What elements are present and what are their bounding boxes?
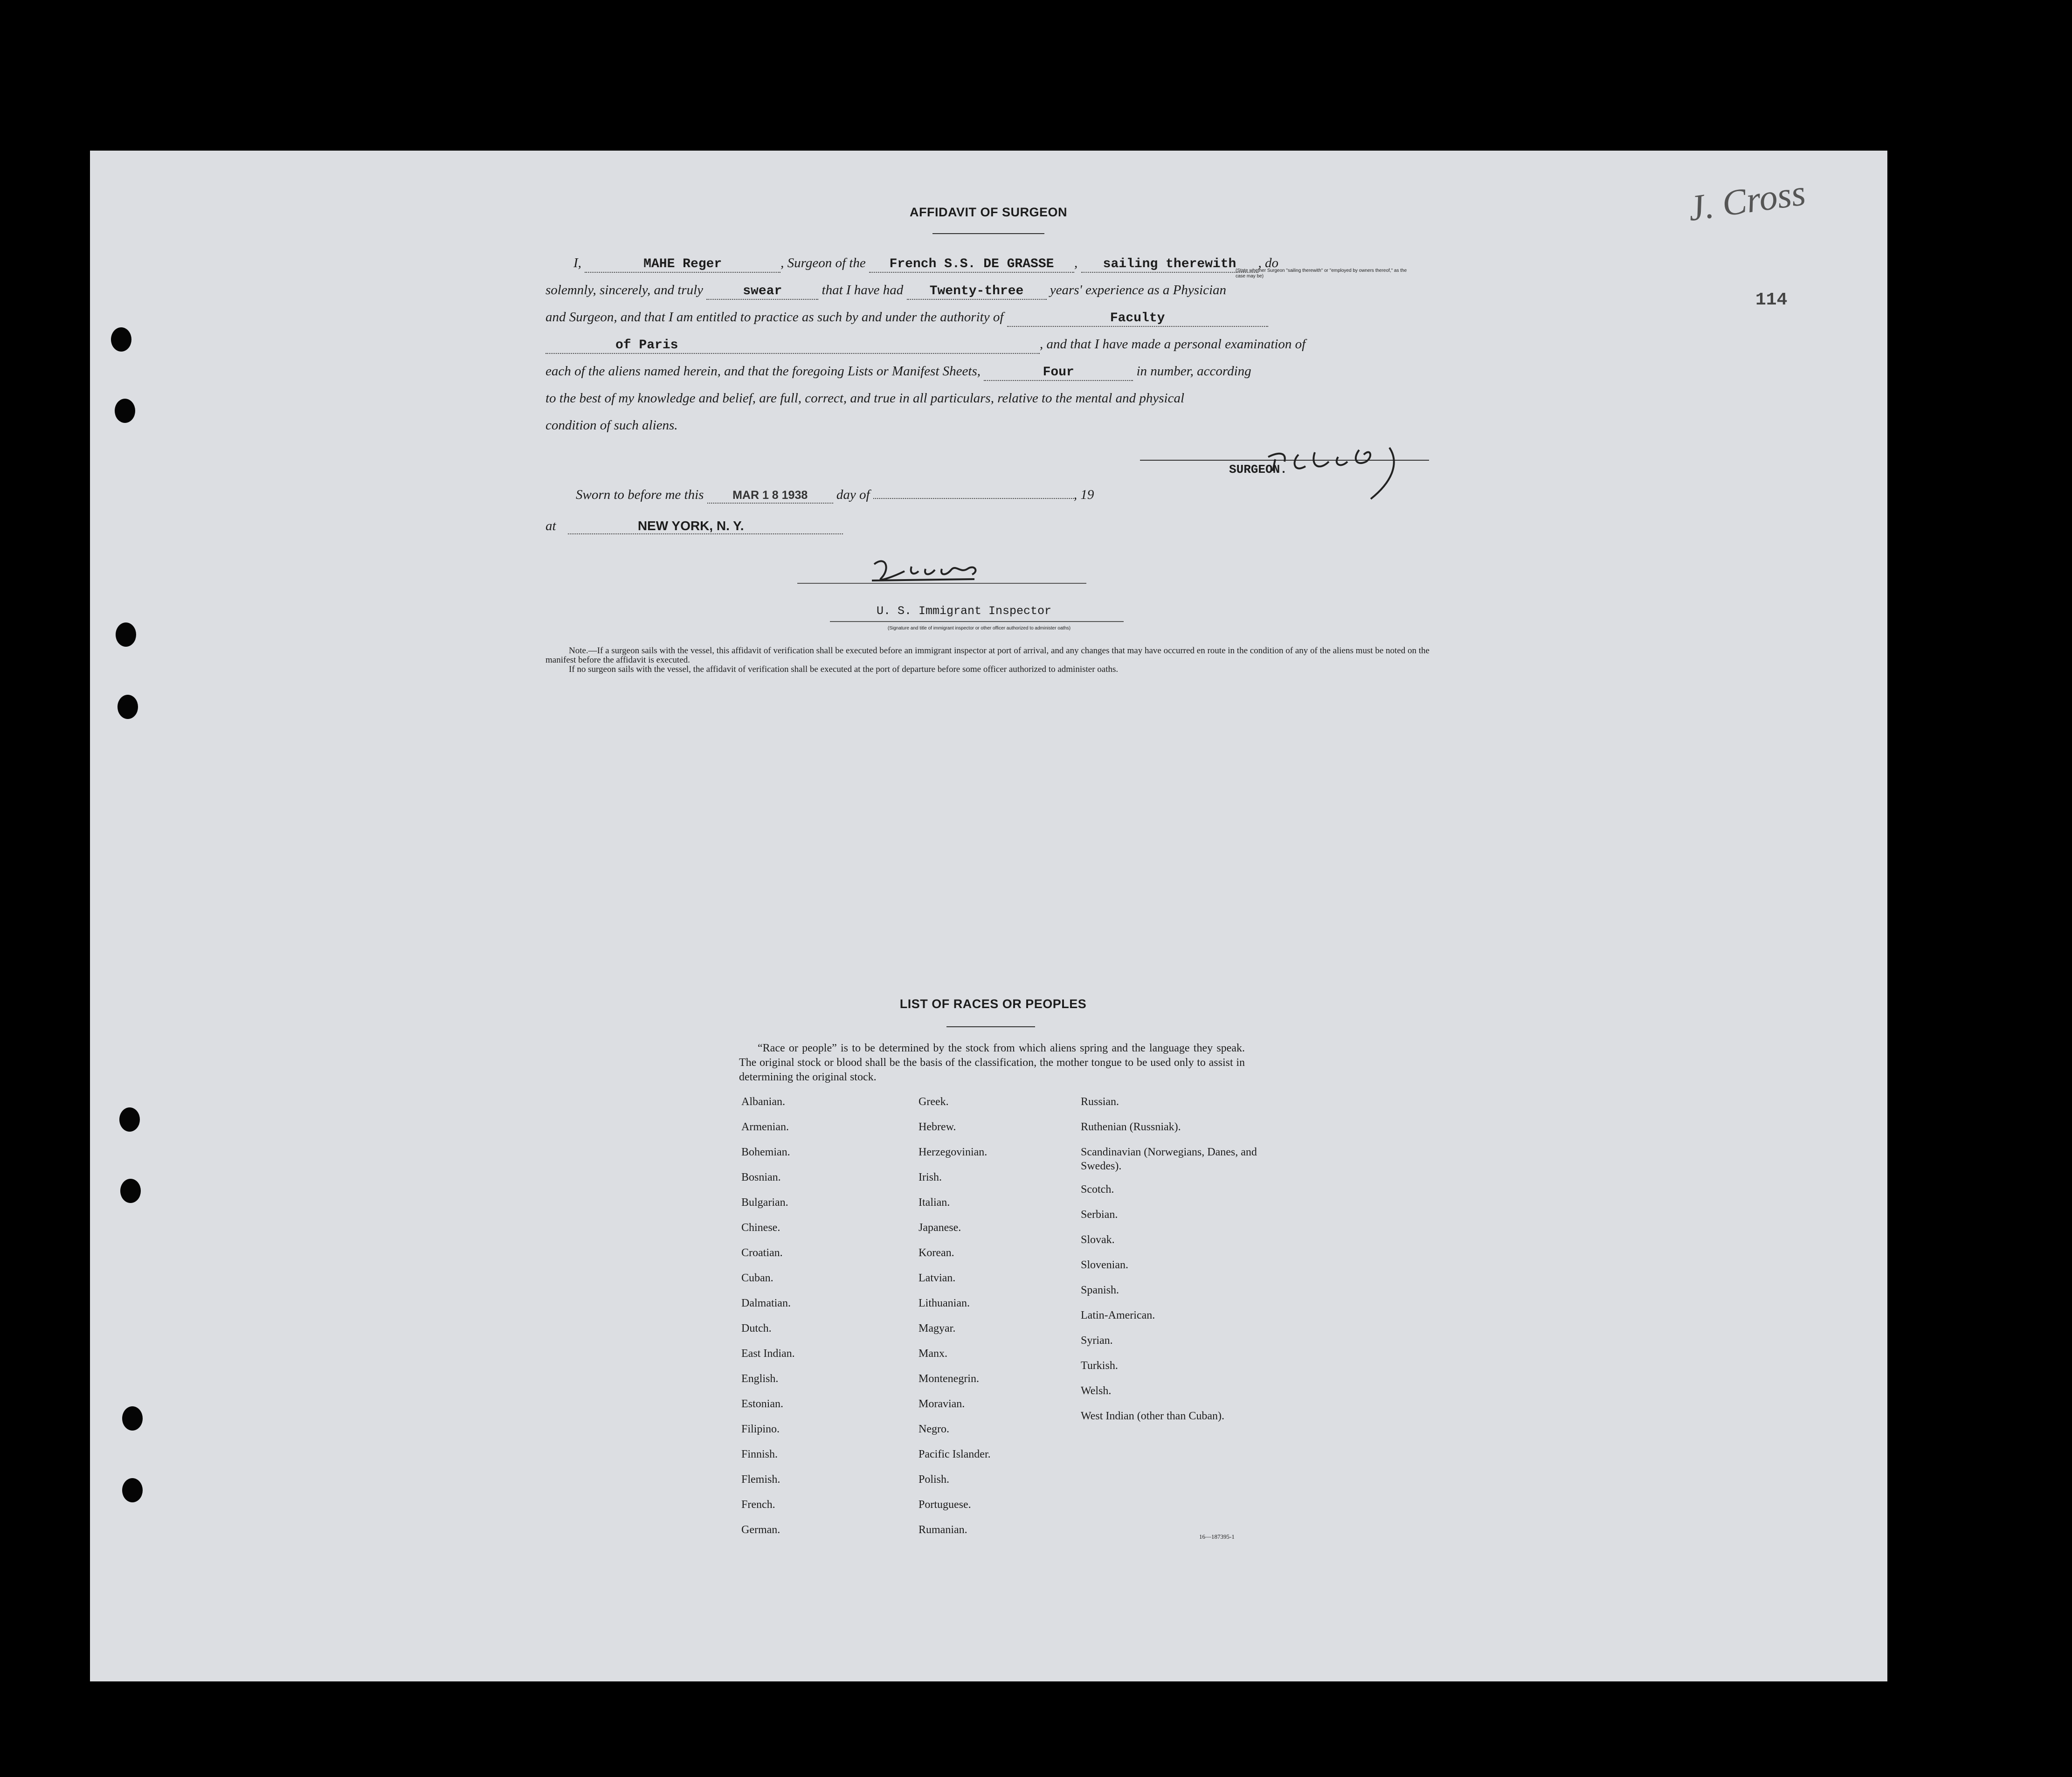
race-item: Slovak.	[1081, 1234, 1115, 1246]
race-item: Greek.	[919, 1096, 949, 1108]
race-item: Filipino.	[741, 1423, 780, 1435]
affidavit-line-1: I, MAHE Reger , Surgeon of the French S.S. DE GRASSE , sailing therewith , do (State whether Surgeon "sailing therewith" or "employed by owners thereof," as the case may be)	[546, 249, 1431, 277]
races-column-1	[741, 1095, 895, 1548]
race-item: Latvian.	[919, 1272, 956, 1284]
race-item: Scotch.	[1081, 1183, 1114, 1196]
race-item: Slovenian.	[1081, 1259, 1128, 1271]
binder-hole	[122, 1406, 143, 1431]
sheets-field: Four	[984, 365, 1133, 381]
inspector-caption: (Signature and title of immigrant inspector or other officer authorized to administer oaths)	[887, 626, 1071, 631]
race-item: Italian.	[919, 1196, 950, 1209]
races-title-rule	[946, 1026, 1035, 1027]
affidavit-line-7: condition of such aliens.	[546, 418, 678, 433]
race-item: Bosnian.	[741, 1171, 781, 1183]
race-item: Herzegovinian.	[919, 1146, 988, 1158]
race-item: Serbian.	[1081, 1209, 1118, 1221]
race-item: Spanish.	[1081, 1284, 1119, 1296]
years-field: Twenty-three	[907, 284, 1047, 300]
race-item: Welsh.	[1081, 1385, 1112, 1397]
sworn-date-field: MAR 1 8 1938	[707, 488, 833, 504]
race-item: German.	[741, 1524, 780, 1536]
place-line: at NEW YORK, N. Y.	[546, 519, 843, 534]
race-item: Cuban.	[741, 1272, 774, 1284]
affidavit-line-5: each of the aliens named herein, and that the foregoing Lists or Manifest Sheets, Four in number, according	[546, 358, 1431, 385]
race-item: Russian.	[1081, 1096, 1119, 1108]
race-item: Bohemian.	[741, 1146, 790, 1158]
race-item: Korean.	[919, 1247, 954, 1259]
race-item: Moravian.	[919, 1398, 965, 1410]
margin-note: J. Cross	[1685, 172, 1808, 229]
race-item: Manx.	[919, 1348, 947, 1360]
binder-hole	[115, 399, 135, 423]
race-item: Albanian.	[741, 1096, 785, 1108]
inspector-title-line	[830, 621, 1124, 622]
race-item: Finnish.	[741, 1448, 778, 1460]
race-item: Syrian.	[1081, 1334, 1113, 1347]
race-item: Dalmatian.	[741, 1297, 791, 1309]
sworn-month-field	[873, 498, 1074, 499]
races-column-2	[919, 1095, 1072, 1548]
race-item: Turkish.	[1081, 1360, 1118, 1372]
race-item: Hebrew.	[919, 1121, 956, 1133]
binder-hole	[117, 695, 138, 719]
authority-field-1: Faculty	[1007, 311, 1268, 327]
race-item: Latin-American.	[1081, 1309, 1155, 1321]
race-item: Lithuanian.	[919, 1297, 970, 1309]
oath-field: swear	[706, 284, 818, 300]
race-item: Dutch.	[741, 1322, 772, 1334]
race-item: West Indian (other than Cuban).	[1081, 1410, 1224, 1422]
affidavit-title: AFFIDAVIT OF SURGEON	[910, 205, 1067, 219]
binder-hole	[120, 1179, 141, 1203]
race-item: Armenian.	[741, 1121, 789, 1133]
race-item: Negro.	[919, 1423, 949, 1435]
race-item: Scandinavian (Norwegians, Danes, and Swedes).	[1081, 1146, 1257, 1172]
race-item: Magyar.	[919, 1322, 956, 1334]
race-item: English.	[741, 1373, 779, 1385]
inspector-title: U. S. Immigrant Inspector	[877, 604, 1052, 618]
races-title: LIST OF RACES OR PEOPLES	[899, 997, 1087, 1011]
authority-field-2: of Paris	[546, 338, 1040, 354]
race-item: Japanese.	[919, 1222, 961, 1234]
binder-hole	[122, 1478, 143, 1502]
page-number: 114	[1755, 290, 1788, 310]
affidavit-note: Note.—If a surgeon sails with the vessel, this affidavit of verification shall be executed before an immigrant inspector at port of arrival, and any changes that may have occurred en route in the condition of any of the aliens must be noted on the manifest before the affidavit is executed. If no surgeon sails with the vessel, the affidavit of verification shall be executed at the port of departure before some officer authorized to administer oaths.	[546, 646, 1430, 674]
race-item: Bulgarian.	[741, 1196, 788, 1209]
races-intro: “Race or people” is to be determined by the stock from which aliens spring and the language they speak. The original stock or blood shall be the basis of the classification, the mother tongue to be used only to assist in determining the original stock.	[739, 1042, 1245, 1083]
affidavit-line-3: and Surgeon, and that I am entitled to practice as such by and under the authority of Faculty	[546, 304, 1431, 331]
race-item: Montenegrin.	[919, 1373, 979, 1385]
race-item: Estonian.	[741, 1398, 783, 1410]
status-note: (State whether Surgeon "sailing therewith" or "employed by owners thereof," as the case may be)	[1236, 268, 1407, 279]
binder-hole	[119, 1107, 140, 1132]
race-item: Polish.	[919, 1473, 950, 1486]
place-field: NEW YORK, N. Y.	[568, 519, 843, 534]
binder-hole	[111, 327, 131, 352]
affidavit-body	[546, 249, 1431, 439]
race-item: Croatian.	[741, 1247, 783, 1259]
surgeon-label: SURGEON.	[1229, 463, 1287, 477]
affidavit-line-6: to the best of my knowledge and belief, are full, correct, and true in all particulars, relative to the mental and physical	[546, 391, 1185, 406]
sworn-line: Sworn to before me this MAR 1 8 1938 day of , 19	[576, 487, 1415, 504]
race-item: Rumanian.	[919, 1524, 967, 1536]
race-item: Portuguese.	[919, 1499, 971, 1511]
title-rule	[932, 233, 1044, 234]
race-item: Irish.	[919, 1171, 942, 1183]
affidavit-line-4: of Paris , and that I have made a personal examination of	[546, 331, 1431, 358]
affidavit-line-2: solemnly, sincerely, and truly swear that I have had Twenty-three years' experience as a Physician	[546, 277, 1431, 304]
inspector-signature	[867, 550, 998, 588]
races-column-3	[1081, 1095, 1258, 1446]
race-item: Flemish.	[741, 1473, 780, 1486]
race-item: Pacific Islander.	[919, 1448, 991, 1460]
inspector-signature-line	[797, 583, 1086, 584]
surgeon-name-field: MAHE Reger	[585, 257, 780, 273]
race-item: Ruthenian (Russniak).	[1081, 1121, 1181, 1133]
race-item: East Indian.	[741, 1348, 795, 1360]
binder-hole	[116, 622, 136, 647]
ship-name-field: French S.S. DE GRASSE	[869, 257, 1074, 273]
status-field: sailing therewith	[1081, 257, 1258, 273]
race-item: Chinese.	[741, 1222, 780, 1234]
race-item: French.	[741, 1499, 775, 1511]
form-number: 16—187395-1	[1199, 1533, 1235, 1540]
